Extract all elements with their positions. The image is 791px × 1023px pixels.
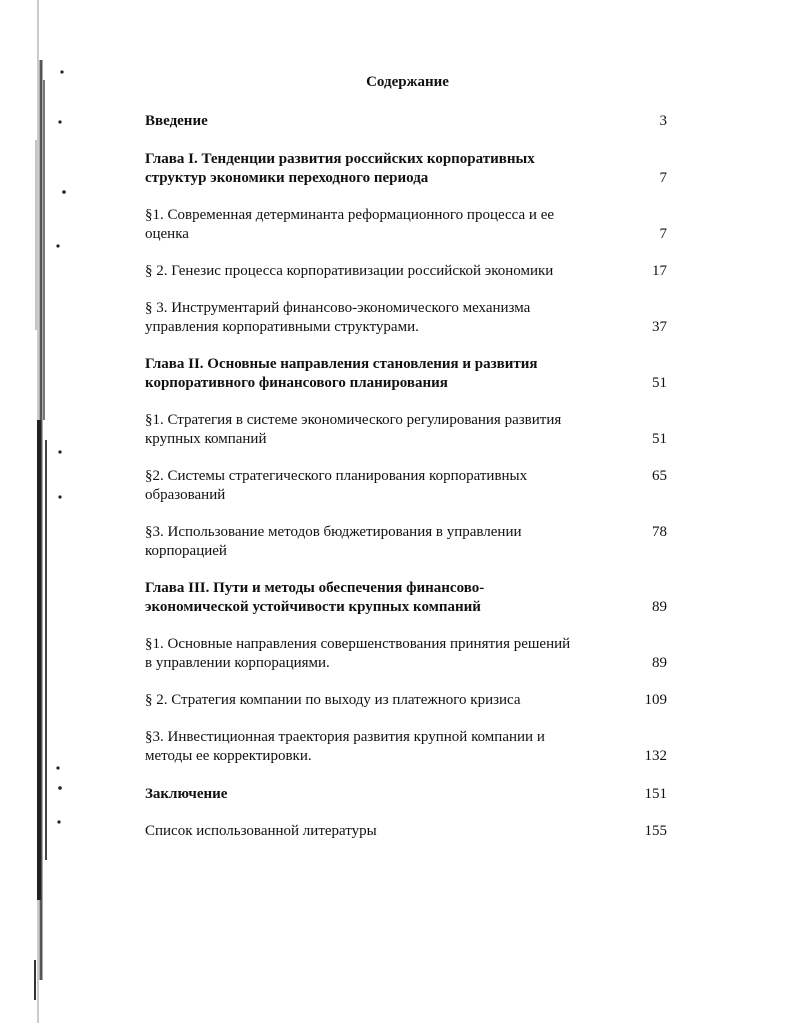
toc-entry [145, 206, 667, 244]
toc-entry-page-number: 7 [659, 226, 667, 242]
toc-entry-title: §3. Инвестиционная траектория развития крупной компании и методы ее корректировки. [145, 729, 545, 764]
toc-entry-page-number: 109 [644, 692, 667, 708]
toc-entry-title: § 2. Генезис процесса корпоративизации российской экономики [145, 263, 554, 279]
toc-entry-title: § 3. Инструментарий финансово-экономического механизма управления корпоративными структурами. [145, 300, 531, 335]
page-title: Содержание [366, 74, 449, 90]
toc-entry-page-number: 65 [652, 468, 667, 484]
toc-entry-page-number: 3 [659, 113, 667, 129]
toc-entry [145, 299, 667, 337]
toc-entry-page-number: 132 [644, 748, 667, 764]
toc-entry-page-number: 51 [652, 375, 667, 391]
toc-entry [145, 112, 667, 131]
toc-entry [145, 411, 667, 449]
toc-entry-title: §1. Основные направления совершенствования принятия решений в управлении корпорациями. [145, 636, 571, 671]
toc-entry-page-number: 89 [652, 655, 667, 671]
toc-entry [145, 691, 667, 710]
toc-entry [145, 355, 667, 393]
toc-entry-page-number: 7 [659, 170, 667, 186]
toc-entry [145, 467, 667, 505]
toc-entry-page-number: 78 [652, 524, 667, 540]
toc-entry-title: Глава III. Пути и методы обеспечения финансово- экономической устойчивости крупных компаний [145, 580, 485, 615]
toc-entry-page-number: 37 [652, 319, 667, 335]
toc-entry [145, 728, 667, 766]
toc-entry-page-number: 155 [644, 823, 667, 839]
toc-entry-title: Список использованной литературы [145, 823, 377, 839]
toc-entry-title: §2. Системы стратегического планирования корпоративных образований [145, 468, 528, 503]
toc-entry [145, 262, 667, 281]
toc-entry-title: §1. Стратегия в системе экономического регулирования развития крупных компаний [145, 412, 562, 447]
toc-entry-page-number: 151 [644, 786, 667, 802]
toc-entry [145, 523, 667, 561]
toc-entry-title: §1. Современная детерминанта реформационного процесса и ее оценка [145, 207, 555, 242]
scan-binding-edge [0, 0, 70, 1023]
toc-entry-title: Заключение [145, 786, 228, 802]
toc-entry-page-number: 51 [652, 431, 667, 447]
toc-entry-page-number: 89 [652, 599, 667, 615]
toc-entry [145, 150, 667, 188]
toc-entry [145, 635, 667, 673]
toc-entry [145, 579, 667, 617]
toc-entry [145, 785, 667, 804]
toc-entry-title: Глава I. Тенденции развития российских корпоративных структур экономики переходного периода [145, 151, 535, 186]
toc-entry [145, 822, 667, 841]
toc-entry-title: Глава II. Основные направления становления и развития корпоративного финансового планирования [145, 356, 538, 391]
toc-entry-title: Введение [145, 113, 208, 129]
toc-entry-title: §3. Использование методов бюджетирования в управлении корпорацией [145, 524, 522, 559]
toc-entry-title: § 2. Стратегия компании по выходу из платежного кризиса [145, 692, 521, 708]
toc-entry-page-number: 17 [652, 263, 667, 279]
